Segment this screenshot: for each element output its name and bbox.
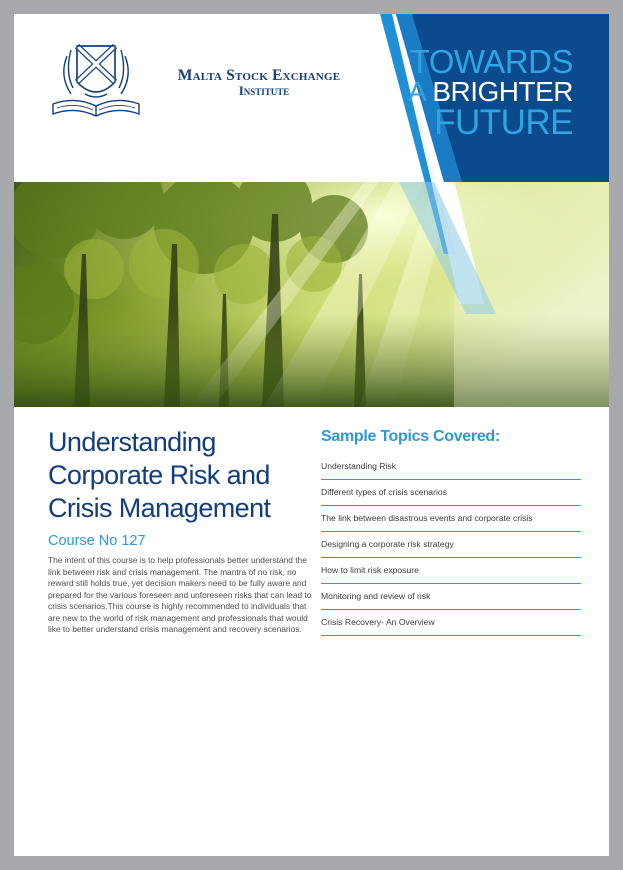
topic-item: Different types of crisis scenarios [321, 480, 581, 506]
tagline-brighter: BRIGHTER [432, 76, 573, 108]
course-description: The intent of this course is to help professionals better understand the link between risk and crisis management. The mantra of no risk, no reward still holds true, yet decision makers need to be fully aware and prepared for the various foreseen and unforeseen risks that can lead to crisis scenarios.This course is highly recommended to individuals that are new to the world of risk management and professionals that would like to better understand crisis management and recovery scenarios. [48, 555, 312, 634]
org-name-line1: Malta Stock Exchange [177, 67, 341, 84]
organization-name [149, 68, 369, 98]
topic-item: The link between disastrous events and corporate crisis [321, 506, 581, 532]
tagline-a: A [408, 76, 427, 108]
tagline-line2 [383, 76, 573, 108]
institute-crest-logo [47, 42, 145, 122]
org-name-line2: Institute [238, 83, 290, 99]
course-title: Understanding Corporate Risk and Crisis Management [48, 427, 271, 523]
topic-item: Monitoring and review of risk [321, 584, 581, 610]
brochure-page [14, 14, 609, 856]
tagline-line1: TOWARDS [409, 43, 573, 80]
topic-item: Crisis Recovery- An Overview [321, 610, 581, 636]
tagline [383, 43, 573, 142]
topic-item: How to limit risk exposure [321, 558, 581, 584]
forest-photo [14, 159, 609, 407]
topics-heading: Sample Topics Covered: [321, 428, 500, 445]
tagline-line3: FUTURE [434, 102, 573, 142]
topic-item: Designing a corporate risk strategy [321, 532, 581, 558]
topics-section [321, 428, 581, 636]
course-number: Course No 127 [48, 533, 146, 549]
topics-list [321, 454, 581, 636]
course-overview [48, 426, 316, 644]
topic-item: Understanding Risk [321, 454, 581, 480]
